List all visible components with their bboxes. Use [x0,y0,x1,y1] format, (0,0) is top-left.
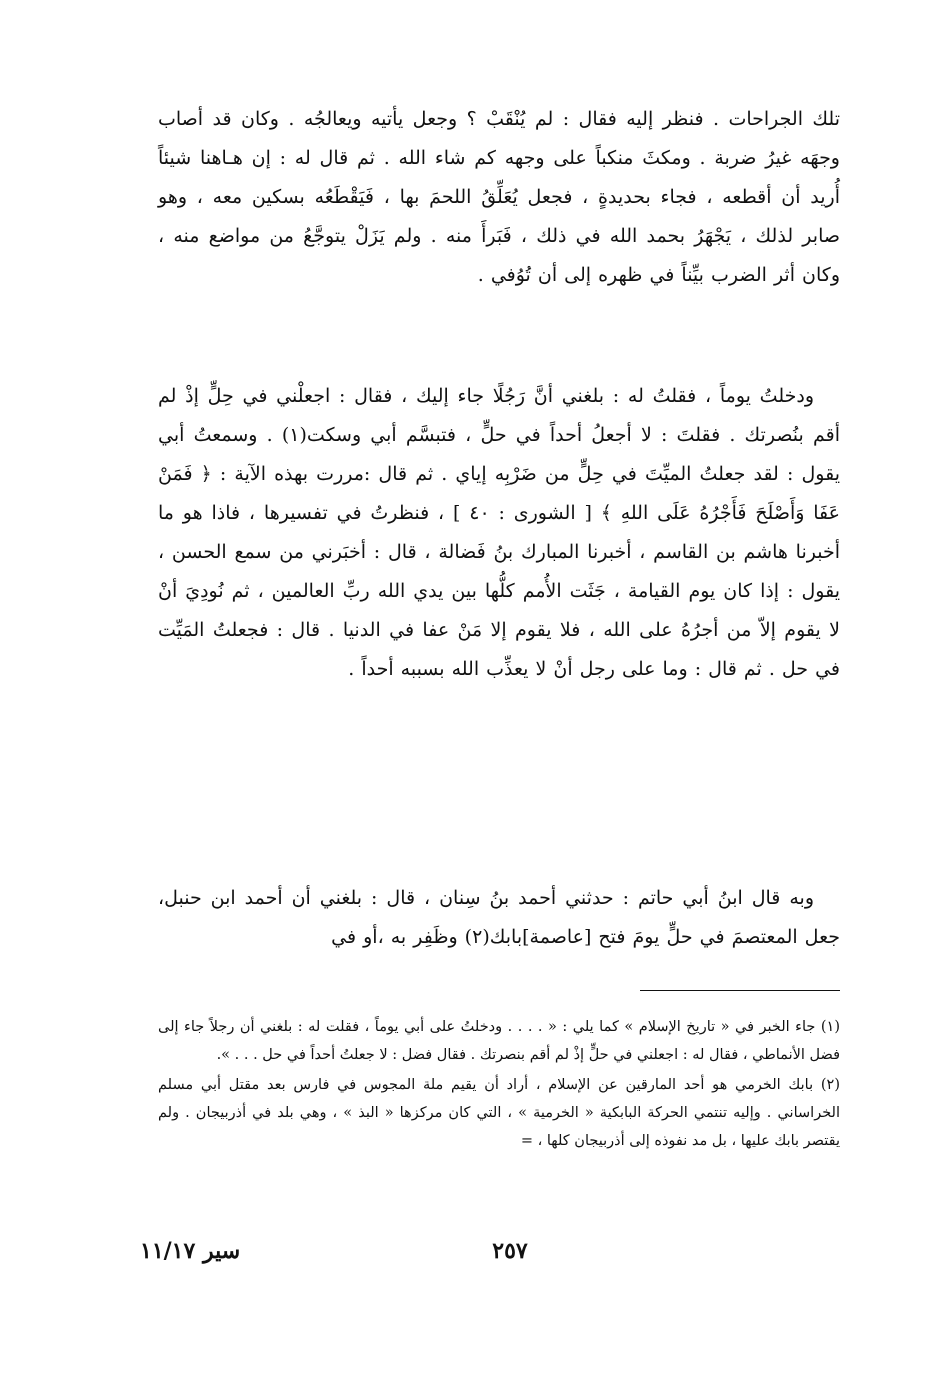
paragraph-2: ودخلتُ يوماً ، فقلتُ له : بلغني أنَّ رَجُلًا جاء إليك ، فقال : اجعلْني في حِلٍّ إذْ لم أقم بنُصرتك . فقلتَ : لا أجعلُ أحداً في حلٍّ ، فتبسَّم أبي وسكت(١) . وسمعتُ أبي يقول : لقد جعلتُ الميِّتَ في حِلٍّ من ضَرْبِه إياي . ثم قال :مررت بهذه الآية : ﴿ فَمَنْ عَفَا وَأَصْلَحَ فَأَجْرُهُ عَلَى اللهِ ﴾ [ الشورى : ٤٠ ] ، فنظرتُ في تفسيرها ، فاذا هو ما أخبرنا هاشم بن القاسم ، أخبرنا المبارك بنُ فَضالة ، قال : أخبَرني من سمع الحسن ، يقول : إذا كان يوم القيامة ، جَثَت الأُمم كلُّها بين يدي الله ربِّ العالمين ، ثم نُودِيَ أنْ لا يقوم إلاّ من أجرُهُ على الله ، فلا يقوم إلا مَنْ عفا في الدنيا . قال : فجعلتُ المَيِّت في حل . ثم قال : وما على رجل أنْ لا يعذِّب الله بسببه أحداً . [158,385,840,680]
page-number: ٢٥٧ [492,1238,528,1264]
footnote-2: (٢) بابك الخرمي هو أحد المارقين عن الإسلام ، أراد أن يقيم ملة المجوس في فارس بعد مقتل أبي مسلم الخراساني . وإليه تنتمي الحركة البابكية « الخرمية » ، التي كان مركزها « البذ » ، وهي بلد في أذربيجان . ولم يقتصر بابك عليها ، بل مد نفوذه إلى أذربيجان كلها ، = [158,1077,840,1149]
footnote-separator [640,990,840,991]
footnote-1: (١) جاء الخبر في « تاريخ الإسلام » كما يلي : « . . . . ودخلتُ على أبي يوماً ، فقلت له : بلغني أن رجلاً جاء إلى فضل الأنماطي ، فقال له : اجعلني في حلٍّ إذْ لم أقم بنصرتك . فقال فضل : لا جعلتُ أحداً في حل . . . ». [158,1019,840,1063]
volume-signature: سير ١١/١٧ [140,1238,241,1264]
page-footer [140,1236,840,1276]
footnotes [158,1013,840,1157]
paragraph-3: وبه قال ابنُ أبي حاتم : حدثني أحمد بنُ سِنان ، قال : بلغني أن أحمد ابن حنبل، جعل المعتصمَ في حلٍّ يومَ فتح [عاصمة]بابك(٢) وظَفِر به ،أو في [158,887,840,948]
paragraph-1: تلك الجراحات . فنظر إليه فقال : لم يُنْقَبْ ؟ وجعل يأتيه ويعالجُه . وكان قد أصاب وجهَه غيرُ ضربة . ومكثَ منكباً على وجهه كم شاء الله . ثم قال له : إن هـاهنا شيئاً أُريد أن أقطعه ، فجاء بحديدةٍ ، فجعل يُعَلِّقُ اللحمَ بها ، فَيَقْطَعُه بسكين معه ، وهو صابر لذلك ، يَجْهَرُ بحمد الله في ذلك ، فَبَرأَ منه . ولم يَزَلْ يتوجَّعُ من مواضع منه ، وكان أثر الضرب بيِّناً في ظهره إلى أن تُوُفي . [158,108,840,286]
